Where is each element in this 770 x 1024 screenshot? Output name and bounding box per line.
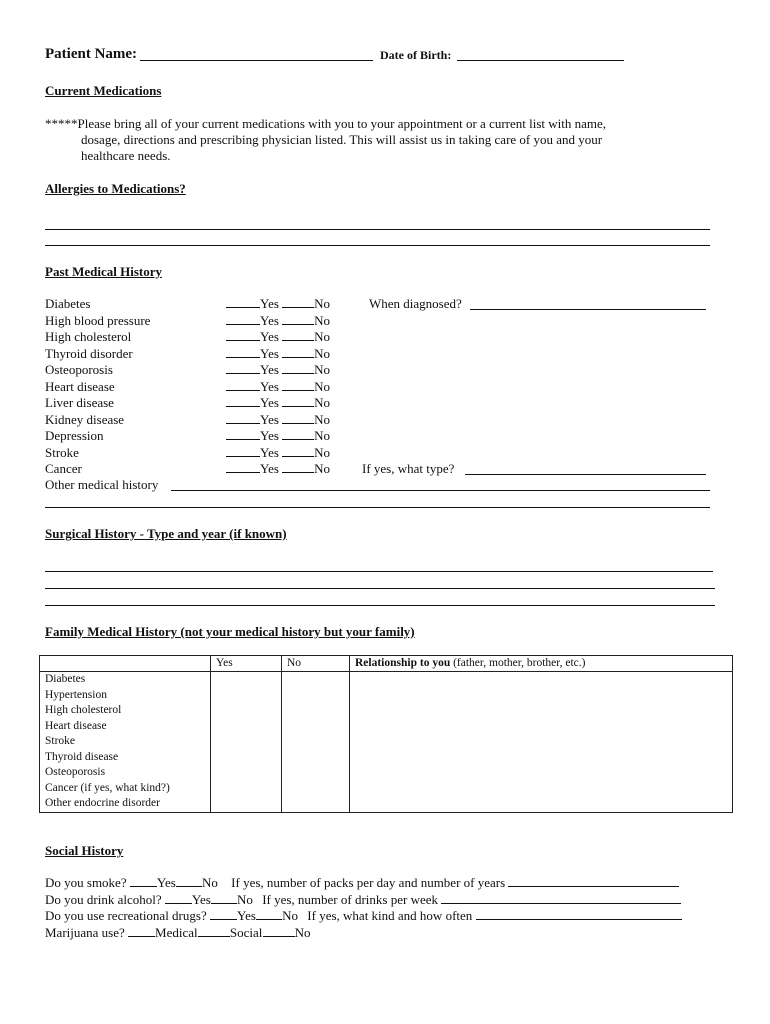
drugs-question: Do you use recreational drugs? [45, 908, 207, 923]
pmh-kidney-disease: Kidney disease [45, 411, 125, 427]
no-label: No [314, 411, 331, 427]
no-label: No [314, 329, 331, 344]
pmh-high-blood-pressure: High blood pressure [45, 312, 151, 328]
alcohol-followup-field[interactable] [441, 892, 681, 904]
marijuana-row [45, 925, 311, 941]
pmh-stroke: Stroke [45, 444, 79, 460]
pmh-heart-disease: Heart disease [45, 378, 115, 394]
yes-label: Yes [260, 461, 279, 476]
pmh-yesno-row[interactable] [226, 313, 330, 329]
pmh-yesno-row[interactable] [226, 412, 330, 428]
pmh-depression: Depression [45, 428, 104, 443]
no-blank[interactable] [282, 346, 314, 358]
pmh-yesno-row[interactable] [226, 395, 330, 411]
alcohol-no-blank[interactable] [211, 892, 237, 904]
family-condition-diabetes: Diabetes [45, 673, 86, 685]
family-col-relationship-header [350, 656, 733, 672]
family-yes-cell[interactable] [211, 672, 282, 813]
pmh-osteoporosis: Osteoporosis [45, 362, 113, 377]
smoke-followup: If yes, number of packs per day and number of years [231, 875, 506, 890]
family-condition-list [40, 672, 211, 813]
medications-note-line2: dosage, directions and prescribing physician listed. This will assist us in taking care of you and your [81, 132, 603, 147]
dob-label: Date of Birth: [380, 48, 452, 62]
no-label: No [314, 312, 331, 328]
yes-label: Yes [260, 378, 279, 394]
drugs-yes-blank[interactable] [210, 908, 237, 920]
allergies-line-1[interactable] [45, 229, 710, 230]
marijuana-social-blank[interactable] [198, 925, 230, 937]
patient-name-field[interactable] [140, 60, 373, 61]
no-blank[interactable] [282, 461, 314, 473]
no-label: No [314, 444, 331, 460]
yes-blank[interactable] [226, 412, 260, 424]
relationship-note: (father, mother, brother, etc.) [450, 657, 586, 669]
no-label: No [314, 378, 331, 394]
drugs-no-blank[interactable] [256, 908, 282, 920]
yes-blank[interactable] [226, 329, 260, 341]
yes-label: Yes [260, 345, 279, 361]
medications-note-line3: healthcare needs. [81, 148, 171, 163]
yes-blank[interactable] [226, 313, 260, 325]
family-table-body-row [40, 672, 733, 813]
pmh-yesno-row[interactable] [226, 329, 330, 345]
pmh-cancer: Cancer [45, 461, 82, 476]
yes-blank[interactable] [226, 362, 260, 374]
alcohol-yes-label: Yes [191, 891, 211, 907]
pmh-yesno-row[interactable] [226, 428, 330, 444]
surgical-history-line-1[interactable] [45, 571, 713, 572]
marijuana-medical-blank[interactable] [128, 925, 155, 937]
surgical-history-line-3[interactable] [45, 605, 715, 606]
marijuana-no-label: No [294, 925, 311, 940]
no-blank[interactable] [282, 329, 314, 341]
no-label: No [314, 395, 331, 410]
smoke-no-blank[interactable] [176, 875, 202, 887]
family-history-table [39, 655, 733, 813]
no-blank[interactable] [282, 313, 314, 325]
family-relationship-cell[interactable] [350, 672, 733, 813]
alcohol-followup: If yes, number of drinks per week [262, 891, 438, 907]
other-medical-history-label: Other medical history [45, 477, 159, 492]
other-medical-history-line-2[interactable] [45, 507, 710, 508]
yes-blank[interactable] [226, 445, 260, 457]
family-condition-other-endocrine: Other endocrine disorder [45, 797, 160, 809]
no-blank[interactable] [282, 362, 314, 374]
drugs-yes-label: Yes [236, 908, 256, 923]
no-label: No [314, 296, 331, 311]
current-medications-heading: Current Medications [45, 83, 162, 98]
drugs-no-label: No [282, 908, 299, 923]
yes-blank[interactable] [226, 346, 260, 358]
family-condition-cancer: Cancer (if yes, what kind?) [45, 781, 170, 794]
pmh-yesno-row[interactable] [226, 362, 330, 378]
yes-blank[interactable] [226, 395, 260, 407]
alcohol-yes-blank[interactable] [165, 892, 192, 904]
yes-label: Yes [260, 395, 279, 410]
pmh-high-cholesterol: High cholesterol [45, 329, 132, 344]
yes-label: Yes [260, 428, 279, 443]
yes-label: Yes [260, 362, 279, 377]
yes-label: Yes [260, 329, 279, 344]
family-condition-hypertension: Hypertension [45, 688, 107, 701]
family-col-no-header: No [282, 656, 350, 672]
yes-blank[interactable] [226, 461, 260, 473]
drugs-row [45, 908, 682, 924]
pmh-thyroid-disorder: Thyroid disorder [45, 345, 133, 361]
smoke-yes-label: Yes [156, 875, 176, 890]
medications-note-line1: *****Please bring all of your current medications with you to your appointment or a current list with name, [45, 116, 607, 131]
family-condition-osteoporosis: Osteoporosis [45, 766, 106, 778]
pmh-yesno-row[interactable] [226, 296, 330, 312]
allergies-heading: Allergies to Medications? [45, 181, 186, 196]
cancer-type-field[interactable] [465, 474, 706, 475]
smoke-row [45, 875, 679, 891]
social-history-heading: Social History [45, 843, 124, 858]
pmh-yesno-row[interactable] [226, 346, 330, 362]
no-blank[interactable] [282, 412, 314, 424]
no-label: No [314, 362, 331, 377]
patient-name-label: Patient Name: [45, 46, 138, 62]
no-label: No [314, 461, 331, 476]
other-medical-history-field[interactable] [171, 490, 710, 491]
drugs-followup-field[interactable] [476, 908, 682, 920]
family-col-condition-header [40, 656, 211, 672]
family-no-cell[interactable] [282, 672, 350, 813]
pmh-diabetes: Diabetes [45, 296, 91, 311]
smoke-yes-blank[interactable] [130, 875, 157, 887]
alcohol-row [45, 892, 681, 908]
pmh-yesno-row[interactable] [226, 461, 330, 477]
family-col-yes-header: Yes [211, 656, 282, 672]
family-condition-thyroid-disease: Thyroid disease [45, 750, 119, 763]
dob-field[interactable] [457, 60, 624, 61]
relationship-heading: Relationship to you [355, 657, 451, 669]
surgical-history-line-2[interactable] [45, 588, 715, 589]
no-label: No [314, 345, 331, 361]
marijuana-medical-label: Medical [155, 925, 198, 940]
no-label: No [314, 428, 331, 443]
family-condition-stroke: Stroke [45, 735, 76, 747]
alcohol-question: Do you drink alcohol? [45, 891, 162, 907]
pmh-yesno-row[interactable] [226, 445, 330, 461]
cancer-type-label: If yes, what type? [362, 461, 455, 476]
yes-blank[interactable] [226, 428, 260, 440]
no-blank[interactable] [282, 296, 314, 308]
marijuana-social-label: Social [229, 925, 263, 940]
family-table-header-row [40, 656, 733, 672]
surgical-history-heading: Surgical History - Type and year (if known) [45, 526, 287, 541]
yes-blank[interactable] [226, 379, 260, 391]
family-condition-heart-disease: Heart disease [45, 719, 107, 732]
family-condition-high-cholesterol: High cholesterol [45, 704, 122, 716]
allergies-line-2[interactable] [45, 245, 710, 246]
no-blank[interactable] [282, 445, 314, 457]
when-diagnosed-field[interactable] [470, 309, 706, 310]
marijuana-question: Marijuana use? [45, 925, 125, 940]
smoke-followup-field[interactable] [508, 875, 679, 887]
yes-label: Yes [260, 411, 279, 427]
drugs-followup: If yes, what kind and how often [307, 908, 473, 923]
pmh-yesno-row[interactable] [226, 379, 330, 395]
smoke-question: Do you smoke? [45, 875, 127, 890]
pmh-liver-disease: Liver disease [45, 395, 114, 410]
yes-blank[interactable] [226, 296, 260, 308]
yes-label: Yes [260, 312, 279, 328]
past-medical-history-heading: Past Medical History [45, 264, 162, 279]
family-history-heading: Family Medical History (not your medical history but your family) [45, 624, 415, 639]
no-blank[interactable] [282, 379, 314, 391]
alcohol-no-label: No [237, 891, 253, 907]
no-blank[interactable] [282, 428, 314, 440]
yes-label: Yes [260, 296, 279, 311]
smoke-no-label: No [202, 875, 218, 890]
when-diagnosed-label: When diagnosed? [369, 296, 462, 311]
no-blank[interactable] [282, 395, 314, 407]
marijuana-no-blank[interactable] [263, 925, 295, 937]
yes-label: Yes [260, 444, 279, 460]
